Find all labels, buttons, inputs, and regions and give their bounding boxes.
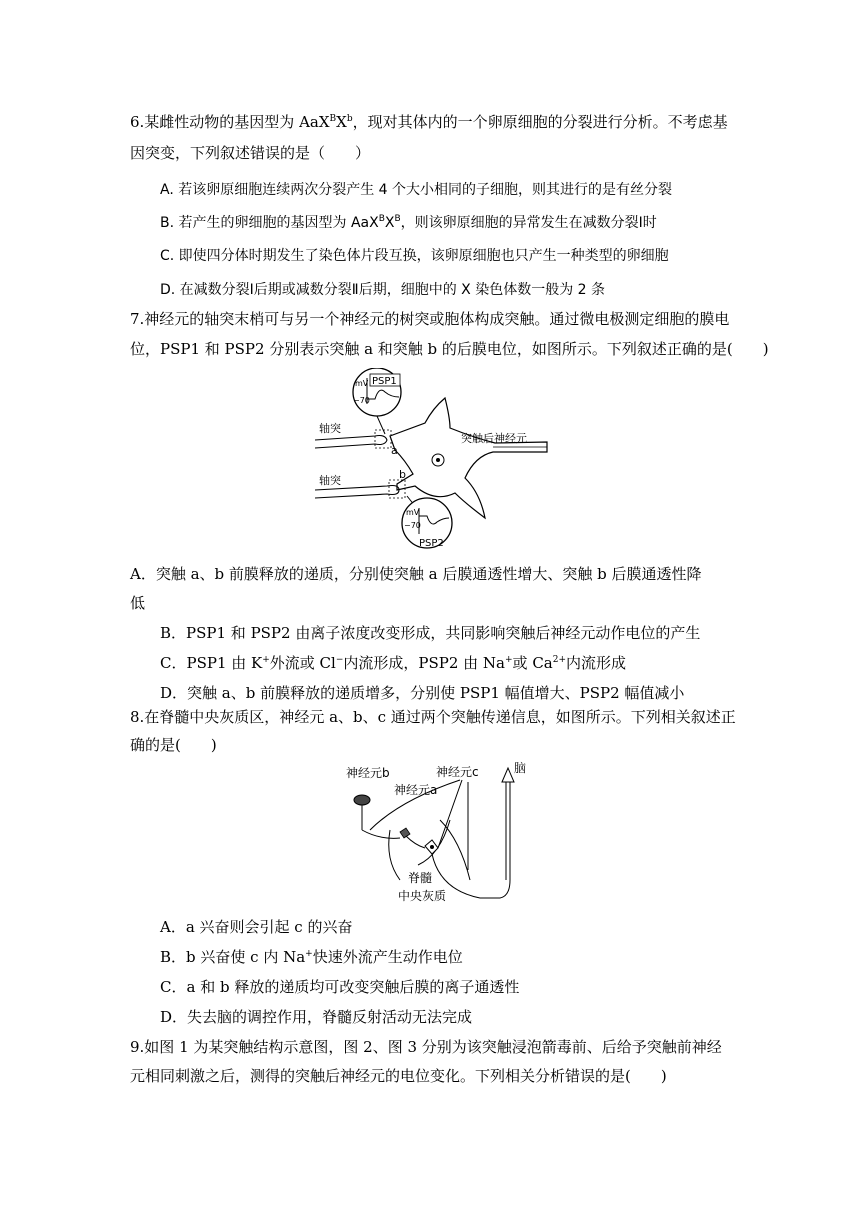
- psp1-mv-label: mV: [355, 379, 369, 388]
- q7-option-a-line2: 低: [130, 594, 146, 612]
- synapse-b-label: b: [399, 468, 406, 481]
- brain-label: 脑: [514, 761, 527, 775]
- q9-stem-line2: 元相同刺激之后，测得的突触后神经元的电位变化。下列相关分析错误的是( ): [130, 1067, 667, 1085]
- brain-arrow: [502, 768, 514, 782]
- axon2-label: 轴突: [319, 474, 341, 487]
- q6-option-b: B. 若产生的卵细胞的基因型为 $AaX^BX^B$，则该卵原细胞的异常发生在减数分裂Ⅰ时: [160, 214, 657, 231]
- q8-option-a: A．a 兴奋则会引起 c 的兴奋: [160, 918, 353, 936]
- psp2-minus70-label: −70: [404, 521, 421, 530]
- psp1-minus70-label: −70: [353, 396, 370, 405]
- q6-stem-line2: 因突变，下列叙述错误的是（ ）: [130, 144, 371, 162]
- psp2-mv-label: mV: [406, 508, 420, 517]
- q7-stem-line1: 7.神经元的轴突末梢可与另一个神经元的树突或胞体构成突触。通过微电极测定细胞的膜电: [130, 310, 730, 328]
- axon1-label: 轴突: [319, 422, 341, 435]
- q8-option-b: B．b 兴奋使 c 内 Na+快速外流产生动作电位: [160, 948, 463, 966]
- q7-neuron-figure: [315, 368, 555, 550]
- q6-option-a: A. 若该卵原细胞连续两次分裂产生 4 个大小相同的子细胞，则其进行的是有丝分裂: [160, 182, 673, 198]
- neuron-a-label: 神经元a: [394, 783, 438, 797]
- neuron-c-label: 神经元c: [436, 765, 479, 779]
- q8-stem-line2: 确的是( ): [130, 736, 217, 754]
- postsynaptic-neuron-label: 突触后神经元: [461, 432, 527, 445]
- psp2-label: PSP2: [419, 538, 444, 549]
- q7-option-c: C．PSP1 由 K+外流或 Cl−内流形成，PSP2 由 Na+或 $Ca^{2+}$内流形成: [160, 654, 627, 672]
- synapse-a-label: a: [391, 444, 398, 457]
- psp1-label: PSP1: [372, 376, 397, 387]
- q8-option-d: D．失去脑的调控作用，脊髓反射活动无法完成: [160, 1008, 473, 1026]
- q8-stem-line1: 8.在脊髓中央灰质区，神经元 a、b、c 通过两个突触传递信息，如图所示。下列相关叙述正: [130, 708, 736, 726]
- q8-option-c: C．a 和 b 释放的递质均可改变突触后膜的离子通透性: [160, 978, 520, 996]
- psp1-inset: [353, 368, 401, 416]
- q7-option-a-line1: A．突触 a、b 前膜释放的递质，分别使突触 a 后膜通透性增大、突触 b 后膜通透性降: [130, 565, 702, 583]
- q8-spinal-figure: [340, 760, 530, 910]
- central-gray-label: 中央灰质: [398, 889, 447, 903]
- q7-option-d: D．突触 a、b 前膜释放的递质增多，分别使 PSP1 幅值增大、PSP2 幅值减小: [160, 684, 685, 702]
- postsynaptic-neuron-body: [390, 398, 547, 518]
- q9-stem-line1: 9.如图 1 为某突触结构示意图，图 2、图 3 分别为该突触浸泡箭毒前、后给予突触前神经: [130, 1038, 722, 1056]
- q6-stem-line1: 6.某雌性动物的基因型为 $AaX^BX^b$，现对其体内的一个卵原细胞的分裂进行分析。不考虑基: [130, 113, 728, 131]
- q6-option-d: D. 在减数分裂Ⅰ后期或减数分裂Ⅱ后期，细胞中的 X 染色体数一般为 2 条: [160, 282, 605, 298]
- q7-stem-line2: 位，PSP1 和 PSP2 分别表示突触 a 和突触 b 的后膜电位，如图所示。下列叙述正确的是( ): [130, 340, 769, 358]
- neuron-a-cell: [400, 828, 410, 838]
- spinal-cord-label: 脊髓: [408, 871, 433, 885]
- neuron-b-cell: [354, 795, 370, 805]
- neuron-b-label: 神经元b: [346, 766, 390, 780]
- psp2-inset: [402, 498, 452, 549]
- q6-option-c: C. 即使四分体时期发生了染色体片段互换，该卵原细胞也只产生一种类型的卵细胞: [160, 248, 669, 264]
- q7-option-b: B．PSP1 和 PSP2 由离子浓度改变形成，共同影响突触后神经元动作电位的产生: [160, 624, 701, 642]
